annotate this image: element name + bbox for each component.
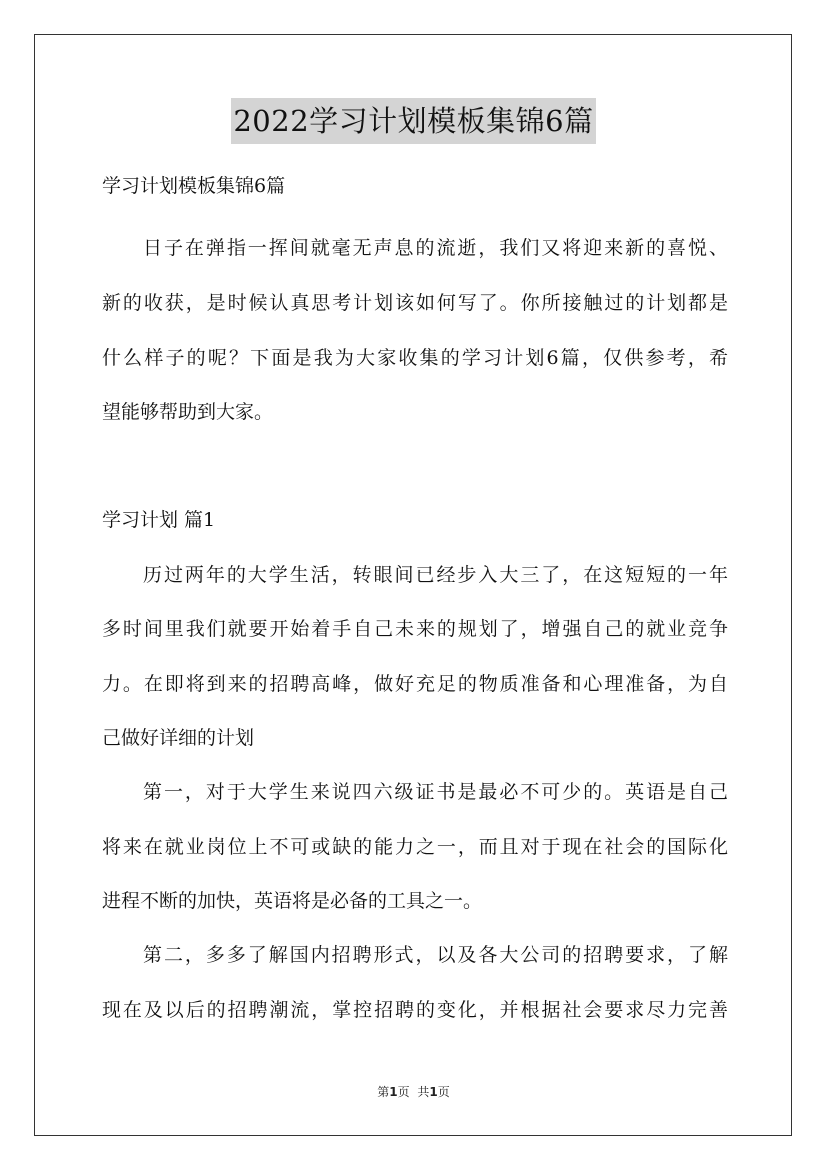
total-prefix: 共: [417, 1085, 430, 1099]
page-suffix: 页: [397, 1085, 410, 1099]
page-prefix: 第: [377, 1085, 390, 1099]
total-pages: 1: [429, 1085, 438, 1099]
text-line: 进程不断的加快，英语将是必备的工具之一。: [102, 890, 483, 912]
page-footer: [0, 1083, 827, 1100]
page-number: 1: [389, 1085, 398, 1099]
text-line: 力。在即将到来的招聘高峰，做好充足的物质准备和心理准备，为自: [102, 673, 728, 695]
text-line: 学习计划 篇1: [102, 509, 216, 531]
text-line: 己做好详细的计划: [102, 727, 255, 749]
text-line: 日子在弹指一挥间就毫无声息的流逝，我们又将迎来新的喜悦、: [143, 237, 728, 259]
text-line: 历过两年的大学生活，转眼间已经步入大三了，在这短短的一年: [143, 564, 728, 586]
text-line: 新的收获，是时候认真思考计划该如何写了。你所接触过的计划都是: [102, 292, 728, 314]
title-container: [0, 98, 827, 144]
text-line: 学习计划模板集锦6篇: [102, 175, 286, 197]
text-line: 什么样子的呢？下面是我为大家收集的学习计划6篇，仅供参考，希: [102, 347, 728, 369]
text-line: 多时间里我们就要开始着手自己未来的规划了，增强自己的就业竞争: [102, 618, 728, 640]
document-title: 2022学习计划模板集锦6篇: [231, 98, 595, 144]
text-line: 第二，多多了解国内招聘形式，以及各大公司的招聘要求，了解: [143, 944, 728, 966]
text-line: 现在及以后的招聘潮流，掌控招聘的变化，并根据社会要求尽力完善: [102, 999, 728, 1021]
text-line: 望能够帮助到大家。: [102, 401, 274, 423]
total-suffix: 页: [437, 1085, 450, 1099]
text-line: 第一，对于大学生来说四六级证书是最必不可少的。英语是自己: [143, 781, 728, 803]
text-line: 将来在就业岗位上不可或缺的能力之一，而且对于现在社会的国际化: [102, 836, 728, 858]
